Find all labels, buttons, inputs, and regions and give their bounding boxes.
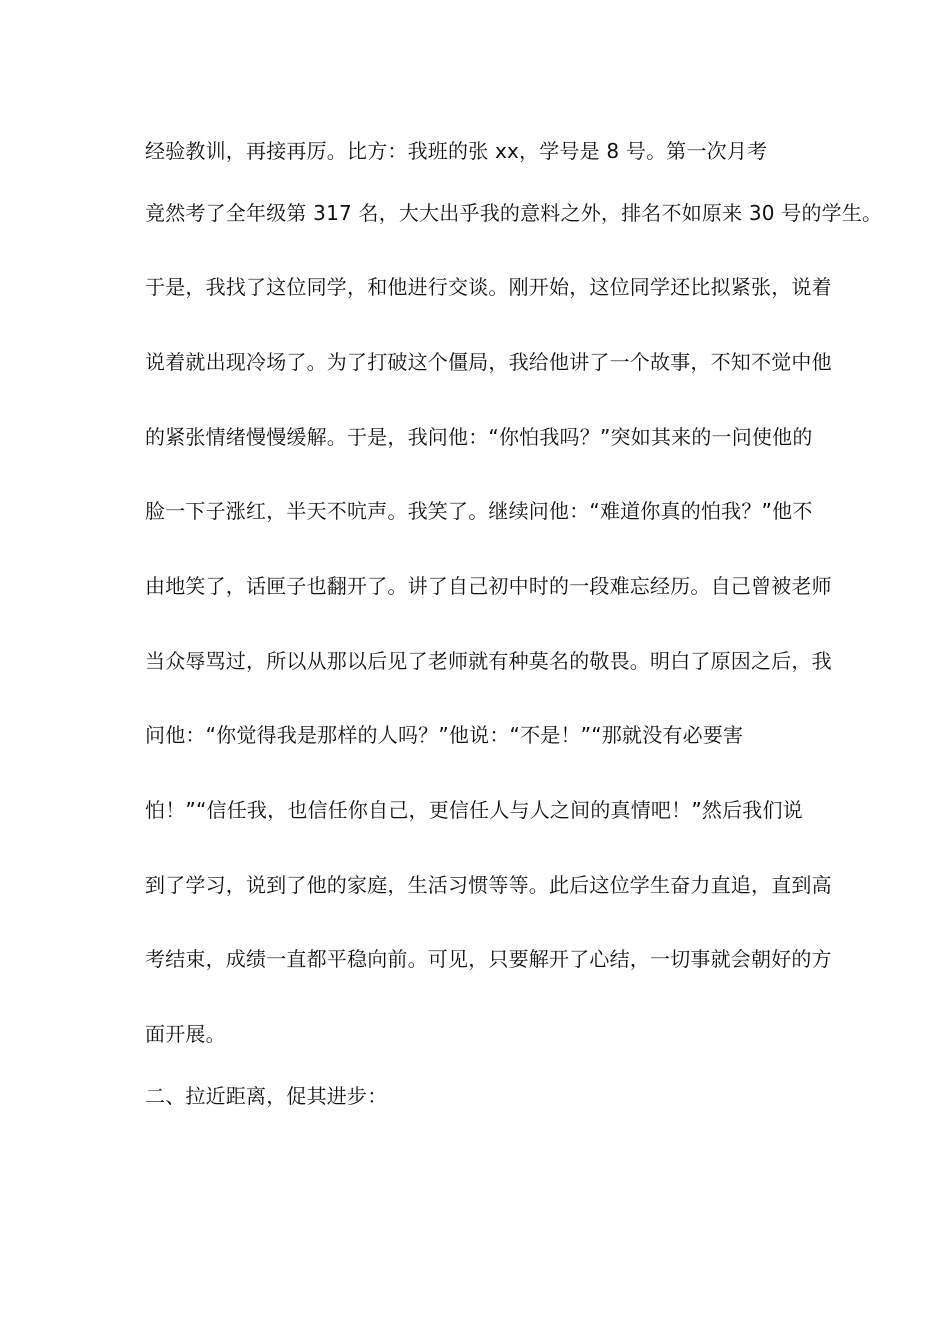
paragraph-line: 当众辱骂过，所以从那以后见了老师就有种莫名的敬畏。明白了原因之后，我 bbox=[145, 649, 832, 673]
paragraph-line: 怕！”“信任我，也信任你自己，更信任人与人之间的真情吧！”然后我们说 bbox=[145, 798, 803, 822]
paragraph-line: 于是，我找了这位同学，和他进行交谈。刚开始，这位同学还比拟紧张，说着 bbox=[145, 275, 832, 299]
paragraph-line: 考结束，成绩一直都平稳向前。可见，只要解开了心结，一切事就会朝好的方 bbox=[145, 947, 832, 971]
paragraph-line: 经验教训，再接再厉。比方：我班的张 xx，学号是 8 号。第一次月考 bbox=[145, 139, 768, 163]
paragraph-line: 竟然考了全年级第 317 名，大大出乎我的意料之外，排名不如原来 30 号的学生。 bbox=[145, 201, 883, 225]
paragraph-line: 面开展。 bbox=[145, 1022, 226, 1046]
paragraph-line: 到了学习，说到了他的家庭，生活习惯等等。此后这位学生奋力直追，直到高 bbox=[145, 873, 832, 897]
paragraph-line: 问他：“你觉得我是那样的人吗？”他说：“不是！”“那就没有必要害 bbox=[145, 723, 744, 747]
paragraph-line: 说着就出现冷场了。为了打破这个僵局，我给他讲了一个故事，不知不觉中他 bbox=[145, 350, 832, 374]
paragraph-line: 的紧张情绪慢慢缓解。于是，我问他：“你怕我吗？”突如其来的一问使他的 bbox=[145, 425, 813, 449]
paragraph-line: 脸一下子涨红，半天不吭声。我笑了。继续问他：“难道你真的怕我？”他不 bbox=[145, 499, 813, 523]
paragraph-line: 由地笑了，话匣子也翻开了。讲了自己初中时的一段难忘经历。自己曾被老师 bbox=[145, 574, 832, 598]
section-heading: 二、拉近距离，促其进步： bbox=[145, 1084, 388, 1108]
